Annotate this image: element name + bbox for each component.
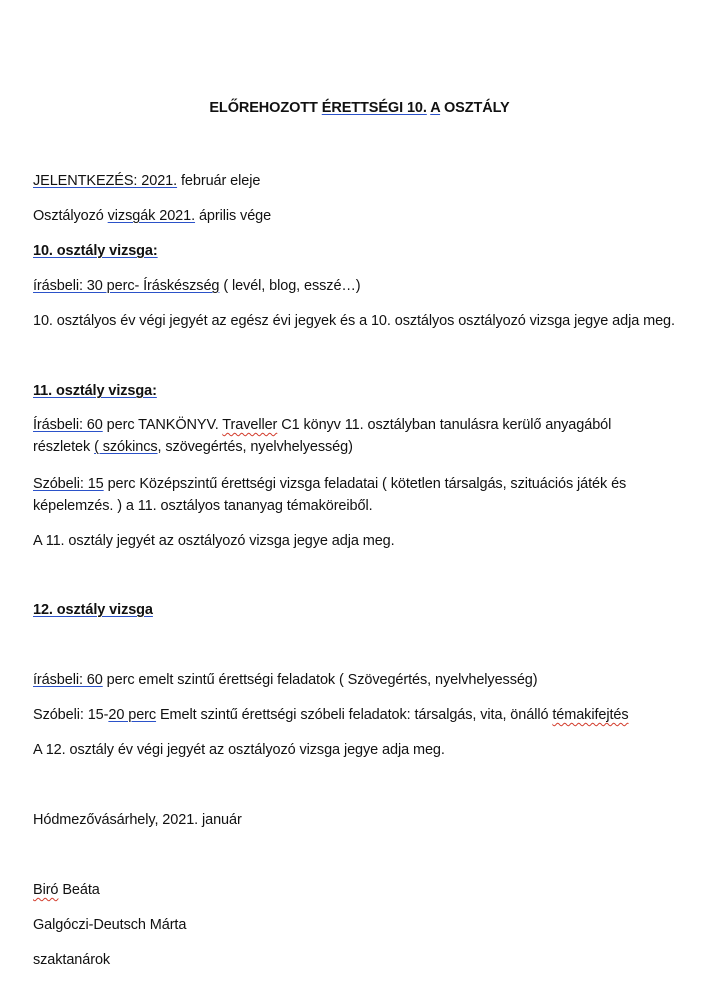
signature-name-1: Biró Beáta [33,882,100,898]
grade10-heading: 10. osztály vizsga: [33,243,158,259]
grade11-oral: Szóbeli: 15 perc Középszintű érettségi vizsga feladatai ( kötetlen társalgás, szituációs játék és [33,476,627,492]
grade11-note: A 11. osztály jegyét az osztályozó vizsga jegye adja meg. [33,533,395,549]
grade10-note: 10. osztályos év végi jegyét az egész évi jegyek és a 10. osztályos osztályozó vizsga jegye adja meg. [33,313,675,329]
grade11-written-cont: részletek ( szókincs, szövegértés, nyelvhelyesség) [33,439,353,455]
grade12-oral: Szóbeli: 15-20 perc Emelt szintű érettségi szóbeli feladatok: társalgás, vita, önálló témakifejtés [33,707,629,723]
grade12-heading: 12. osztály vizsga [33,602,153,618]
grade11-oral-cont: képelemzés. ) a 11. osztályos tananyag témaköreiből. [33,498,373,514]
grade12-note: A 12. osztály év végi jegyét az osztályozó vizsga jegye adja meg. [33,742,445,758]
grade12-written: írásbeli: 60 perc emelt szintű érettségi feladatok ( Szövegértés, nyelvhelyesség) [33,672,538,688]
enrollment-line: JELENTKEZÉS: 2021. február eleje [33,173,261,189]
grade11-written: Írásbeli: 60 perc TANKÖNYV. Traveller C1 könyv 11. osztályban tanulásra kerülő anyagából [33,417,612,433]
document-title: ELŐREHOZOTT ÉRETTSÉGI 10. A OSZTÁLY [209,100,510,116]
signature-name-2: Galgóczi-Deutsch Márta [33,917,187,933]
grade11-heading: 11. osztály vizsga: [33,383,157,399]
grade10-written: írásbeli: 30 perc- Íráskészség ( levél, blog, esszé…) [33,278,361,294]
place-date: Hódmezővásárhely, 2021. január [33,812,242,828]
signature-role: szaktanárok [33,952,111,968]
exam-date-line: Osztályozó vizsgák 2021. április vége [33,208,272,224]
